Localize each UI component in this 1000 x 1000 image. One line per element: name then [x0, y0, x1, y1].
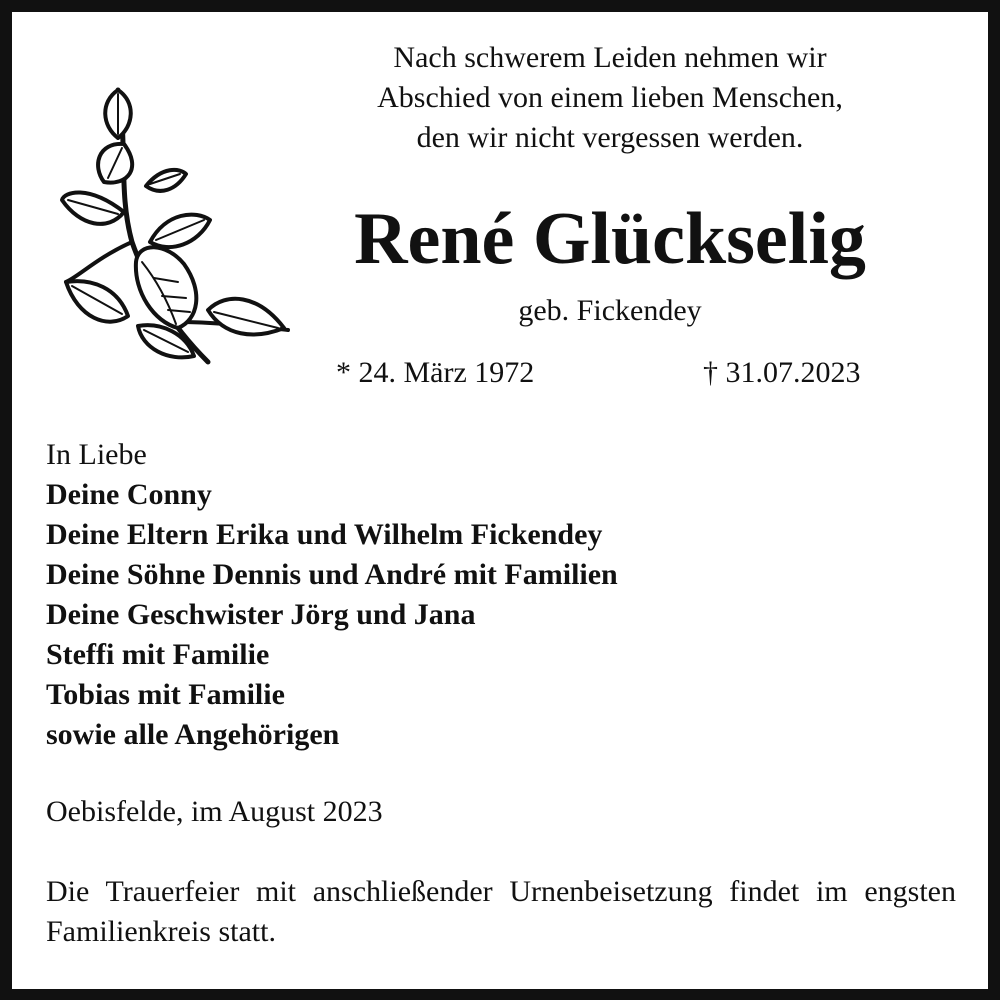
mourners-list [46, 435, 618, 755]
intro-text [300, 38, 920, 158]
mourner-line: Deine Geschwister Jörg und Jana [46, 598, 476, 631]
birth-name: geb. Fickendey [518, 294, 702, 327]
birth-date: * 24. März 1972 [336, 356, 535, 389]
leaf-branch-icon [58, 82, 294, 368]
intro-line-1: Nach schwerem Leiden nehmen wir [393, 41, 827, 74]
deceased-name: René Glückselig [354, 198, 866, 280]
mourner-line: Steffi mit Familie [46, 638, 270, 671]
mourner-line: Deine Eltern Erika und Wilhelm Fickendey [46, 518, 603, 551]
place-and-date: Oebisfelde, im August 2023 [46, 795, 383, 828]
mourners-intro: In Liebe [46, 438, 147, 471]
intro-line-2: Abschied von einem lieben Menschen, [377, 81, 843, 114]
mourner-line: Deine Söhne Dennis und André mit Familien [46, 558, 618, 591]
mourner-line: Tobias mit Familie [46, 678, 285, 711]
mourner-line: sowie alle Angehörigen [46, 718, 340, 751]
mourner-line: Deine Conny [46, 478, 212, 511]
death-date: † 31.07.2023 [703, 356, 861, 389]
funeral-note: Die Trauerfeier mit anschließender Urnenbeisetzung findet im engsten Familienkreis statt. [46, 875, 956, 948]
intro-line-3: den wir nicht vergessen werden. [416, 121, 804, 154]
